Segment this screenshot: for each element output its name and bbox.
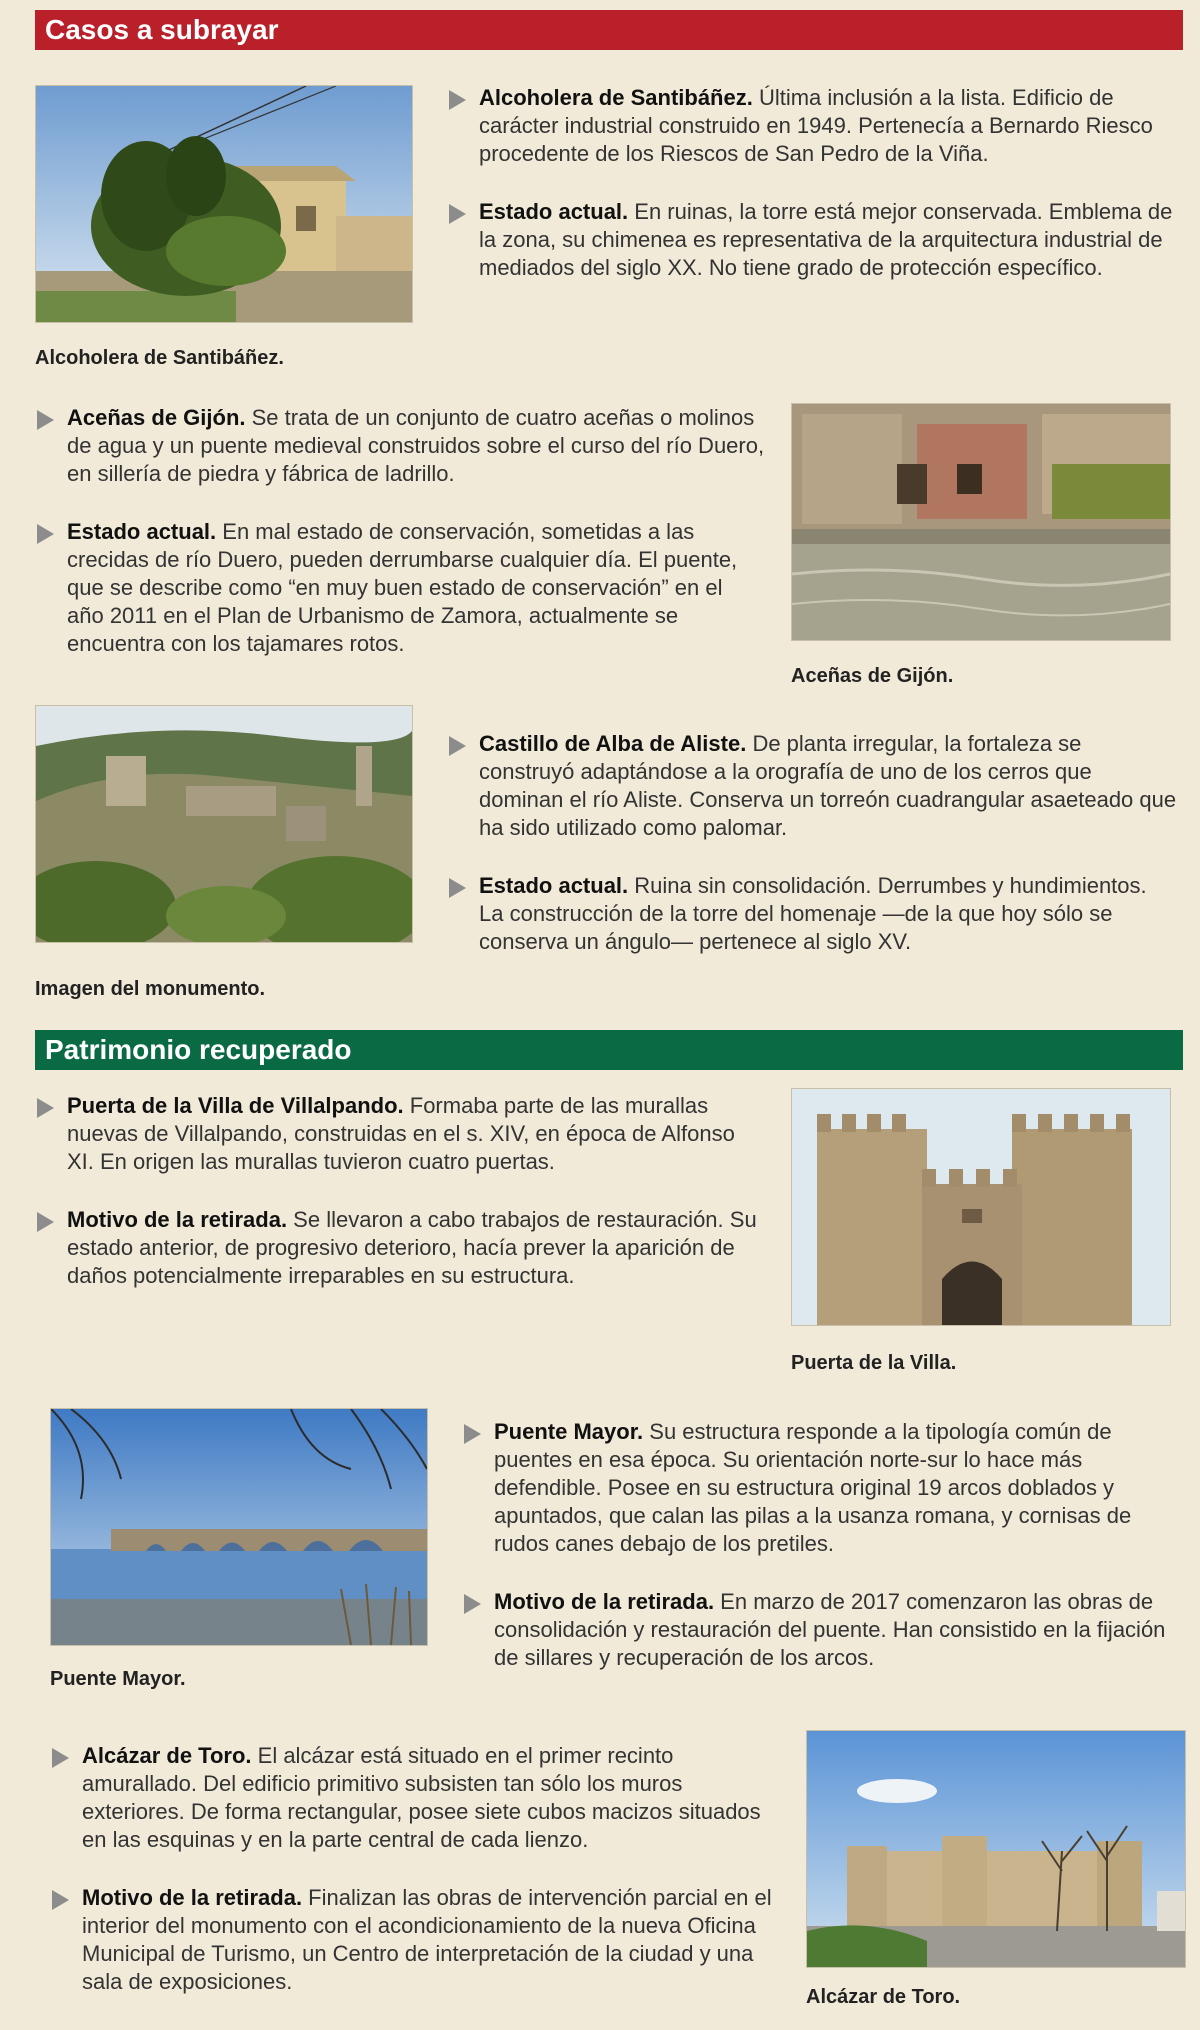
bullet-triangle-icon: [449, 878, 466, 898]
entry-alcazar-toro: [50, 1742, 780, 1996]
photo-castillo: [35, 705, 413, 943]
lead-title: Estado actual.: [479, 873, 629, 898]
bullet-triangle-icon: [37, 1212, 54, 1232]
caption-alcoholera: Alcoholera de Santibáñez.: [35, 347, 284, 369]
lead-title: Estado actual.: [67, 519, 217, 544]
body-text: Se llevaron a cabo trabajos de restauración. Su estado anterior, de progresivo deterioro, hacía prever la aparición de daños potencialmente irreparables en su estructura.: [67, 1207, 757, 1288]
photo-alcazar-toro: [806, 1730, 1186, 1968]
entry-castillo: [447, 730, 1177, 956]
caption-castillo: Imagen del monumento.: [35, 978, 266, 1000]
bullet-triangle-icon: [464, 1594, 481, 1614]
lead-title: Puente Mayor.: [494, 1419, 644, 1444]
lead-title: Alcoholera de Santibáñez.: [479, 85, 753, 110]
paragraph: [35, 404, 765, 488]
lead-title: Castillo de Alba de Aliste.: [479, 731, 747, 756]
paragraph: [35, 1092, 765, 1176]
caption-acenas: Aceñas de Gijón.: [791, 665, 954, 687]
photo-puerta-villa: [791, 1088, 1171, 1326]
lead-title: Alcázar de Toro.: [82, 1743, 252, 1768]
caption-puente-mayor: Puente Mayor.: [50, 1668, 186, 1690]
section-header-patrimonio-recuperado: Patrimonio recuperado: [35, 1030, 1183, 1070]
body-text: Se trata de un conjunto de cuatro aceñas o molinos de agua y un puente medieval construidos sobre el curso del río Duero, en sillería de piedra y fábrica de ladrillo.: [67, 405, 765, 486]
bullet-triangle-icon: [449, 204, 466, 224]
bullet-triangle-icon: [52, 1890, 69, 1910]
paragraph: [447, 84, 1177, 168]
entry-puente-mayor: [462, 1418, 1192, 1672]
entry-alcoholera: [447, 84, 1177, 282]
caption-alcazar-toro: Alcázar de Toro.: [806, 1986, 961, 2008]
paragraph: [447, 872, 1177, 956]
body-text: Formaba parte de las murallas nuevas de Villalpando, construidas en el s. XIV, en época de Alfonso XI. En origen las murallas tuvieron cuatro puertas.: [67, 1093, 735, 1174]
paragraph: [462, 1418, 1192, 1558]
lead-title: Puerta de la Villa de Villalpando.: [67, 1093, 404, 1118]
body-text: En marzo de 2017 comenzaron las obras de consolidación y restauración del puente. Han consistido en la fijación de sillares y recuperación de los arcos.: [494, 1589, 1166, 1670]
paragraph: [50, 1884, 780, 1996]
bullet-triangle-icon: [37, 410, 54, 430]
lead-title: Motivo de la retirada.: [82, 1885, 303, 1910]
bullet-triangle-icon: [52, 1748, 69, 1768]
bullet-triangle-icon: [449, 90, 466, 110]
body-text: Última inclusión a la lista. Edificio de carácter industrial construido en 1949. Pertenecía a Bernardo Riesco procedente de los Riescos de San Pedro de la Viña.: [479, 85, 1153, 166]
photo-acenas: [791, 403, 1171, 641]
bullet-triangle-icon: [37, 1098, 54, 1118]
lead-title: Estado actual.: [479, 199, 629, 224]
body-text: Su estructura responde a la tipología común de puentes en esa época. Su orientación norte-sur lo hace más defendible. Posee en su estructura original 19 arcos doblados y apuntados, que calan las pilas a la usanza romana, y cornisas de rudos canes debajo de los pretiles.: [494, 1419, 1132, 1556]
lead-title: Aceñas de Gijón.: [67, 405, 246, 430]
photo-puente-mayor: [50, 1408, 428, 1646]
body-text: Ruina sin consolidación. Derrumbes y hundimientos. La construcción de la torre del homenaje —de la que hoy sólo se conserva un ángulo— pertenece al siglo XV.: [479, 873, 1147, 954]
caption-puerta-villa: Puerta de la Villa.: [791, 1352, 957, 1374]
entry-puerta-villa: [35, 1092, 765, 1290]
paragraph: [447, 730, 1177, 842]
body-text: El alcázar está situado en el primer recinto amurallado. Del edificio primitivo subsisten tan sólo los muros exteriores. De forma rectangular, posee siete cubos macizos situados en las esquinas y en la parte central de cada lienzo.: [82, 1743, 761, 1852]
bullet-triangle-icon: [449, 736, 466, 756]
paragraph: [462, 1588, 1192, 1672]
paragraph: [447, 198, 1177, 282]
body-text: En mal estado de conservación, sometidas a las crecidas de río Duero, pueden derrumbarse cualquier día. El puente, que se describe como “en muy buen estado de conservación” en el año 2011 en el Plan de Urbanismo de Zamora, actualmente se encuentra con los tajamares rotos.: [67, 519, 738, 656]
paragraph: [35, 1206, 765, 1290]
paragraph: [50, 1742, 780, 1854]
bullet-triangle-icon: [464, 1424, 481, 1444]
section-header-casos-a-subrayar: Casos a subrayar: [35, 10, 1183, 50]
bullet-triangle-icon: [37, 524, 54, 544]
paragraph: [35, 518, 765, 658]
entry-acenas: [35, 404, 765, 658]
photo-alcoholera: [35, 85, 413, 323]
lead-title: Motivo de la retirada.: [494, 1589, 715, 1614]
body-text: De planta irregular, la fortaleza se construyó adaptándose a la orografía de uno de los cerros que dominan el río Aliste. Conserva un torreón cuadrangular asaeteado que ha sido utilizado como palomar.: [479, 731, 1177, 840]
body-text: Finalizan las obras de intervención parcial en el interior del monumento con el acondicionamiento de la nueva Oficina Municipal de Turismo, un Centro de interpretación de la ciudad y una sala de exposiciones.: [82, 1885, 772, 1994]
body-text: En ruinas, la torre está mejor conservada. Emblema de la zona, su chimenea es representativa de la arquitectura industrial de mediados del siglo XX. No tiene grado de protección específico.: [479, 199, 1173, 280]
lead-title: Motivo de la retirada.: [67, 1207, 288, 1232]
